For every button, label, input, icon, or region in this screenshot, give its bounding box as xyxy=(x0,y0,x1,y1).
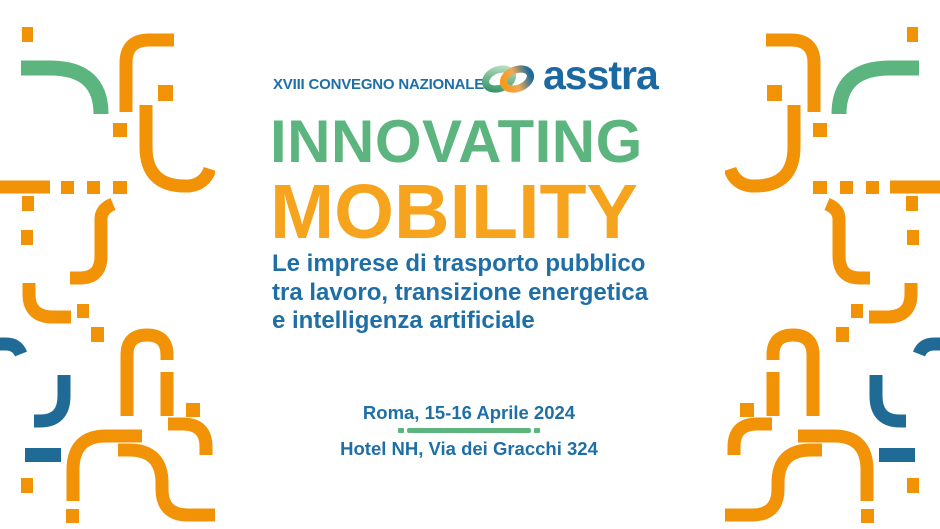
divider-bar xyxy=(407,428,531,433)
transit-route-pattern-left-icon xyxy=(0,0,215,529)
divider-dash-left xyxy=(398,428,404,433)
transit-route-pattern-right-icon xyxy=(725,0,940,529)
event-title-line2: MOBILITY xyxy=(270,169,638,255)
subtitle-line-2: tra lavoro, transizione energetica xyxy=(272,278,649,306)
event-venue: Hotel NH, Via dei Gracchi 324 xyxy=(340,438,598,459)
eyebrow-text: XVIII CONVEGNO NAZIONALE xyxy=(273,76,485,93)
asstra-logo-text: asstra xyxy=(543,52,658,98)
asstra-infinity-rings-icon xyxy=(482,59,536,99)
banner-content xyxy=(264,0,674,529)
event-title-line1: INNOVATING xyxy=(270,108,643,175)
divider-dash-right xyxy=(534,428,540,433)
subtitle-line-1: Le imprese di trasporto pubblico xyxy=(272,250,646,277)
subtitle-line-3: e intelligenza artificiale xyxy=(272,307,535,334)
event-date: Roma, 15-16 Aprile 2024 xyxy=(362,402,576,423)
event-subtitle xyxy=(272,250,648,336)
asstra-logo xyxy=(482,52,658,99)
green-dashed-divider xyxy=(264,428,674,433)
